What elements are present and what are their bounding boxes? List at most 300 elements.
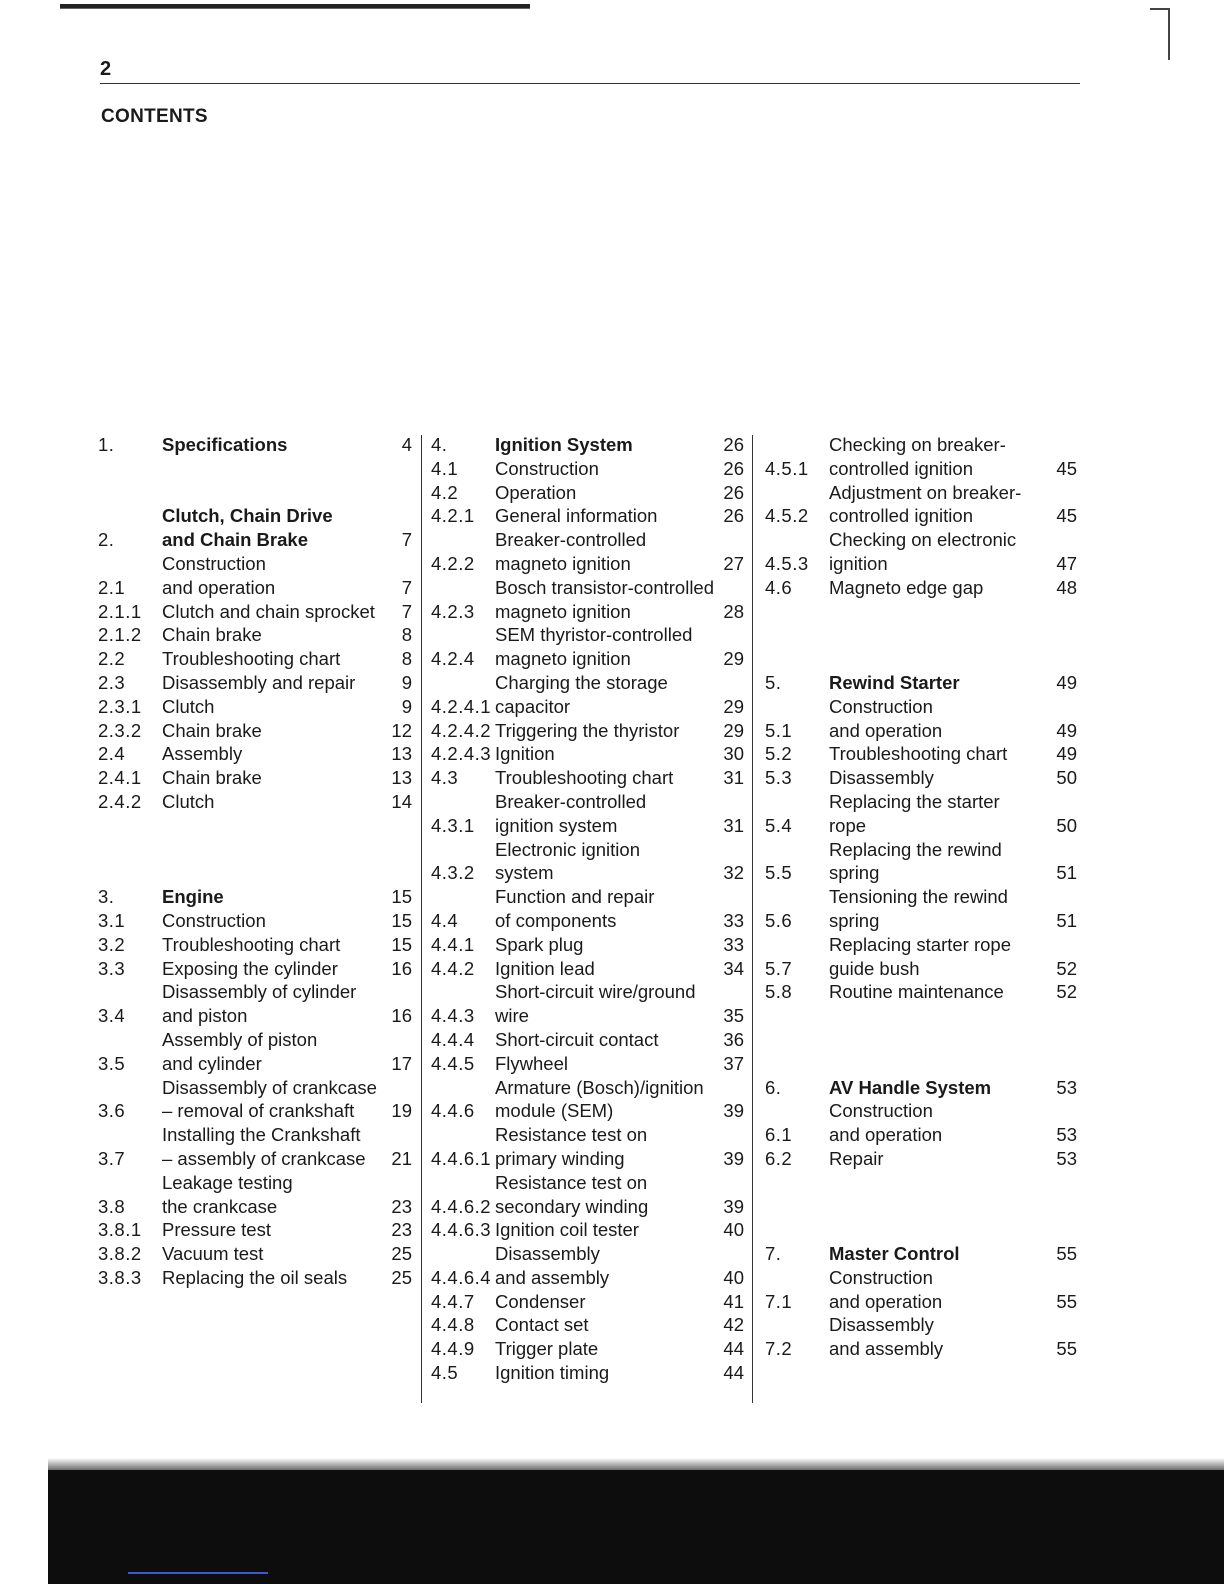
toc-title xyxy=(495,1052,723,1076)
toc-page-number: 32 xyxy=(723,862,744,884)
toc-section-number: 6. xyxy=(765,1076,782,1098)
toc-page-number: 55 xyxy=(1056,1243,1077,1265)
toc-entry xyxy=(98,1171,412,1219)
toc-entry xyxy=(98,600,412,624)
toc-title-line: Replacing the rewind xyxy=(829,838,1002,860)
toc-title xyxy=(495,1171,723,1219)
toc-title-line: and cylinder xyxy=(162,1052,262,1074)
toc-title-line: Magneto edge gap xyxy=(829,576,984,598)
top-edge-rule-thin xyxy=(60,8,530,9)
toc-title-line: spring xyxy=(829,909,880,931)
toc-section-number: 3.7 xyxy=(98,1147,126,1169)
toc-title-line: General information xyxy=(495,505,658,527)
toc-page-number: 52 xyxy=(1056,957,1077,979)
toc-section-number: 5.8 xyxy=(765,981,793,1003)
toc-title-line: Rewind Starter xyxy=(829,671,960,693)
toc-title xyxy=(162,790,391,814)
toc-entry xyxy=(431,957,744,981)
toc-title-line: system xyxy=(495,862,554,884)
toc-section-number: 5.2 xyxy=(765,743,793,765)
toc-entry xyxy=(765,528,1077,576)
toc-title xyxy=(829,1099,1056,1147)
toc-section-number: 2.1 xyxy=(98,576,126,598)
toc-entry xyxy=(98,1218,412,1242)
toc-entry xyxy=(431,742,744,766)
toc-title-line: module (SEM) xyxy=(495,1100,614,1122)
toc-title xyxy=(495,885,723,933)
toc-title-line: Troubleshooting chart xyxy=(829,743,1008,765)
toc-page-number: 51 xyxy=(1056,909,1077,931)
toc-page-number: 49 xyxy=(1056,719,1077,741)
toc-chapter xyxy=(765,1242,1077,1266)
toc-section-number: 7.1 xyxy=(765,1290,793,1312)
toc-title xyxy=(162,909,391,933)
toc-title xyxy=(495,1242,723,1290)
toc-entry xyxy=(98,1076,412,1124)
toc-section-number: 5.5 xyxy=(765,862,793,884)
toc-title-line: Vacuum test xyxy=(162,1243,264,1265)
toc-title-line: Trigger plate xyxy=(495,1338,599,1360)
toc-spacer xyxy=(765,1028,1077,1052)
toc-title xyxy=(829,838,1056,886)
toc-entry xyxy=(765,980,1077,1004)
toc-title-line: Chain brake xyxy=(162,624,262,646)
toc-title-line: Specifications xyxy=(162,434,288,455)
toc-page-number: 16 xyxy=(391,1005,412,1027)
toc-section-number: 4.4.4 xyxy=(431,1028,475,1050)
toc-section-number: 4.2.4.2 xyxy=(431,719,492,741)
toc-section-number: 4.4.6.3 xyxy=(431,1219,492,1241)
toc-section-number: 4.2.1 xyxy=(431,505,475,527)
toc-section-number: 4.4 xyxy=(431,909,459,931)
toc-spacer xyxy=(765,623,1077,647)
toc-spacer xyxy=(765,1171,1077,1195)
toc-entry xyxy=(431,457,744,481)
toc-title-line: Replacing the oil seals xyxy=(162,1266,348,1288)
toc-section-number: 4.5.1 xyxy=(765,457,809,479)
toc-entry xyxy=(98,1028,412,1076)
toc-section-number: 3. xyxy=(98,886,115,908)
toc-page-number: 34 xyxy=(723,957,744,979)
toc-entry xyxy=(431,1242,744,1290)
toc-title xyxy=(162,766,391,790)
toc-title-line: SEM thyristor-controlled xyxy=(495,624,693,646)
toc-section-number: 7.2 xyxy=(765,1338,793,1360)
toc-title-line: Disassembly xyxy=(829,1314,934,1336)
toc-entry xyxy=(765,1266,1077,1314)
toc-entry xyxy=(98,933,412,957)
toc-entry xyxy=(431,719,744,743)
toc-section-number: 4.6 xyxy=(765,576,793,598)
toc-section-number: 3.1 xyxy=(98,909,126,931)
toc-title-line: Disassembly of cylinder xyxy=(162,981,357,1003)
toc-title-line: ignition system xyxy=(495,814,618,836)
toc-page-number: 15 xyxy=(391,933,412,955)
toc-title xyxy=(495,1076,723,1124)
toc-page-number: 29 xyxy=(723,695,744,717)
toc-page-number: 26 xyxy=(723,457,744,479)
toc-section-number: 5.3 xyxy=(765,767,793,789)
toc-entry xyxy=(431,1218,744,1242)
toc-title-line: rope xyxy=(829,814,867,836)
toc-entry xyxy=(98,719,412,743)
toc-page-number: 50 xyxy=(1056,767,1077,789)
toc-title-line: Exposing the cylinder xyxy=(162,957,338,979)
toc-section-number: 3.8 xyxy=(98,1195,126,1217)
toc-page-number: 33 xyxy=(723,909,744,931)
toc-entry xyxy=(765,790,1077,838)
toc-entry xyxy=(98,909,412,933)
toc-section-number: 3.8.2 xyxy=(98,1243,142,1265)
toc-spacer xyxy=(98,861,412,885)
toc-title-line: Construction xyxy=(829,1100,933,1122)
toc-spacer xyxy=(765,600,1077,624)
toc-entry xyxy=(431,1171,744,1219)
toc-title-line: Troubleshooting chart xyxy=(162,648,341,670)
toc-title-line: Flywheel xyxy=(495,1052,568,1074)
toc-title xyxy=(495,1218,723,1242)
toc-title xyxy=(495,457,723,481)
toc-section-number: 1. xyxy=(98,434,115,455)
toc-title xyxy=(495,1313,723,1337)
toc-entry xyxy=(431,481,744,505)
toc-section-number: 5.7 xyxy=(765,957,793,979)
toc-title xyxy=(829,980,1056,1004)
toc-section-number: 4.5.2 xyxy=(765,505,809,527)
toc-section-number: 6.1 xyxy=(765,1124,793,1146)
toc-entry xyxy=(98,695,412,719)
toc-title xyxy=(829,528,1056,576)
toc-title-line: Function and repair xyxy=(495,886,655,908)
toc-section-number: 3.8.3 xyxy=(98,1266,142,1288)
toc-title-line: Contact set xyxy=(495,1314,589,1336)
toc-page-number: 15 xyxy=(391,886,412,908)
toc-title xyxy=(829,671,1056,695)
toc-title-line: Armature (Bosch)/ignition xyxy=(495,1076,704,1098)
toc-page-number: 28 xyxy=(723,600,744,622)
toc-page-number: 47 xyxy=(1056,552,1077,574)
toc-title-line: Chain brake xyxy=(162,719,262,741)
toc-page-number: 39 xyxy=(723,1147,744,1169)
toc-page-number: 45 xyxy=(1056,457,1077,479)
toc-title xyxy=(162,1123,391,1171)
toc-entry xyxy=(765,1313,1077,1361)
toc-title-line: and operation xyxy=(829,1290,943,1312)
toc-entry xyxy=(431,671,744,719)
right-edge-rule xyxy=(1168,10,1170,60)
toc-title xyxy=(829,885,1056,933)
toc-title xyxy=(162,695,402,719)
toc-page-number: 21 xyxy=(391,1147,412,1169)
toc-title-line: and assembly xyxy=(495,1266,610,1288)
toc-title-line: Troubleshooting chart xyxy=(162,933,341,955)
toc-page-number: 7 xyxy=(401,576,412,598)
toc-entry xyxy=(431,1028,744,1052)
toc-page-number: 26 xyxy=(723,434,744,455)
toc-section-number: 4.4.5 xyxy=(431,1052,475,1074)
toc-entry xyxy=(765,576,1077,600)
toc-entry xyxy=(765,1099,1077,1147)
toc-section-number: 5. xyxy=(765,671,782,693)
toc-title-line: Construction xyxy=(162,552,266,574)
toc-title-line: Installing the Crankshaft xyxy=(162,1124,361,1146)
toc-title-line: and Chain Brake xyxy=(162,529,308,551)
toc-page-number: 8 xyxy=(401,624,412,646)
toc-page-number: 13 xyxy=(391,743,412,765)
toc-column-2 xyxy=(431,433,744,1385)
toc-title-line: and assembly xyxy=(829,1338,944,1360)
toc-entry xyxy=(765,766,1077,790)
toc-title-line: Short-circuit contact xyxy=(495,1028,659,1050)
toc-title xyxy=(495,504,723,528)
toc-title-line: and piston xyxy=(162,1005,248,1027)
toc-page-number: 42 xyxy=(723,1314,744,1336)
toc-chapter xyxy=(765,1076,1077,1100)
toc-title-line: Operation xyxy=(495,481,577,503)
toc-section-number: 3.3 xyxy=(98,957,126,979)
toc-section-number: 4.4.6.1 xyxy=(431,1147,492,1169)
toc-title xyxy=(162,504,402,552)
toc-page-number: 26 xyxy=(723,481,744,503)
toc-entry xyxy=(431,980,744,1028)
toc-section-number: 4.4.7 xyxy=(431,1290,475,1312)
toc-title-line: controlled ignition xyxy=(829,505,973,527)
toc-page-number: 35 xyxy=(723,1005,744,1027)
toc-section-number: 4.2.4.1 xyxy=(431,695,492,717)
toc-title-line: Chain brake xyxy=(162,767,262,789)
toc-title-line: Resistance test on xyxy=(495,1171,648,1193)
toc-title-line: secondary winding xyxy=(495,1195,649,1217)
toc-section-number: 2.4.2 xyxy=(98,790,142,812)
toc-title-line: ignition xyxy=(829,552,888,574)
toc-entry xyxy=(98,742,412,766)
toc-title-line: Charging the storage xyxy=(495,671,668,693)
toc-title-line: Clutch, Chain Drive xyxy=(162,505,333,527)
toc-spacer xyxy=(765,1218,1077,1242)
toc-title-line: Condenser xyxy=(495,1290,586,1312)
toc-title xyxy=(495,433,723,457)
toc-title xyxy=(829,433,1056,481)
toc-page-number: 27 xyxy=(723,552,744,574)
toc-spacer xyxy=(98,481,412,505)
toc-title-line: Clutch xyxy=(162,790,215,812)
toc-title-line: Breaker-controlled xyxy=(495,790,647,812)
toc-title-line: Engine xyxy=(162,886,224,908)
toc-page-number: 23 xyxy=(391,1219,412,1241)
toc-entry xyxy=(431,838,744,886)
toc-title xyxy=(829,1076,1056,1100)
toc-section-number: 3.4 xyxy=(98,1005,126,1027)
toc-title-line: guide bush xyxy=(829,957,920,979)
toc-title xyxy=(829,933,1056,981)
toc-entry xyxy=(431,1123,744,1171)
toc-page-number: 53 xyxy=(1056,1124,1077,1146)
toc-entry xyxy=(98,623,412,647)
toc-page-number: 33 xyxy=(723,933,744,955)
toc-entry xyxy=(98,1242,412,1266)
toc-entry xyxy=(431,1052,744,1076)
toc-page-number: 51 xyxy=(1056,862,1077,884)
toc-page-number: 25 xyxy=(391,1266,412,1288)
toc-page-number: 17 xyxy=(391,1052,412,1074)
toc-title xyxy=(162,933,391,957)
toc-page-number: 23 xyxy=(391,1195,412,1217)
toc-entry xyxy=(765,885,1077,933)
toc-entry xyxy=(431,528,744,576)
toc-section-number: 4.4.6 xyxy=(431,1100,475,1122)
toc-page-number: 25 xyxy=(391,1243,412,1265)
toc-title xyxy=(162,1242,391,1266)
toc-title-line: Assembly xyxy=(162,743,243,765)
toc-page-number: 52 xyxy=(1056,981,1077,1003)
toc-title-line: of components xyxy=(495,909,617,931)
toc-section-number: 2.2 xyxy=(98,648,126,670)
toc-entry xyxy=(431,576,744,624)
toc-entry xyxy=(98,790,412,814)
toc-title xyxy=(495,576,723,624)
toc-page-number: 4 xyxy=(401,434,412,455)
toc-entry xyxy=(98,671,412,695)
toc-title-line: Adjustment on breaker- xyxy=(829,481,1022,503)
toc-title-line: Electronic ignition xyxy=(495,838,640,860)
toc-title-line: Troubleshooting chart xyxy=(495,767,674,789)
toc-title-line: controlled ignition xyxy=(829,457,973,479)
toc-section-number: 2.4.1 xyxy=(98,767,142,789)
toc-page-number: 39 xyxy=(723,1100,744,1122)
toc-section-number: 4.5.3 xyxy=(765,552,809,574)
toc-page-number: 7 xyxy=(401,600,412,622)
toc-title xyxy=(495,933,723,957)
toc-entry xyxy=(431,933,744,957)
toc-title-line: Tensioning the rewind xyxy=(829,886,1008,908)
toc-section-number: 6.2 xyxy=(765,1147,793,1169)
toc-section-number: 4. xyxy=(431,434,448,455)
toc-title-line: Construction xyxy=(162,909,266,931)
toc-title xyxy=(162,957,391,981)
toc-title-line: Construction xyxy=(829,1266,933,1288)
toc-section-number: 4.4.1 xyxy=(431,933,475,955)
toc-section-number: 2.3 xyxy=(98,671,126,693)
toc-spacer xyxy=(765,1052,1077,1076)
toc-title xyxy=(162,623,402,647)
toc-section-number: 3.2 xyxy=(98,933,126,955)
toc-title xyxy=(495,790,723,838)
toc-section-number: 2. xyxy=(98,529,115,551)
toc-title xyxy=(829,1242,1056,1266)
toc-title-line: Checking on breaker- xyxy=(829,434,1006,455)
toc-title-line: Leakage testing xyxy=(162,1171,293,1193)
toc-page-number: 48 xyxy=(1056,576,1077,598)
toc-title xyxy=(162,552,402,600)
toc-title xyxy=(162,1218,391,1242)
toc-page-number: 16 xyxy=(391,957,412,979)
toc-page-number: 9 xyxy=(401,671,412,693)
toc-title-line: Routine maintenance xyxy=(829,981,1004,1003)
toc-page-number: 8 xyxy=(401,648,412,670)
toc-page-number: 15 xyxy=(391,909,412,931)
toc-page-number: 55 xyxy=(1056,1338,1077,1360)
toc-title xyxy=(495,1028,723,1052)
toc-title xyxy=(162,719,391,743)
toc-section-number: 4.2.2 xyxy=(431,552,475,574)
scan-bottom-band xyxy=(48,1470,1224,1584)
toc-page-number: 49 xyxy=(1056,671,1077,693)
toc-entry xyxy=(98,1123,412,1171)
toc-title xyxy=(162,742,391,766)
toc-title-line: Replacing the starter xyxy=(829,790,1000,812)
toc-section-number: 3.8.1 xyxy=(98,1219,142,1241)
toc-section-number: 2.1.1 xyxy=(98,600,142,622)
toc-entry xyxy=(431,1313,744,1337)
toc-title-line: Checking on electronic xyxy=(829,529,1017,551)
toc-section-number: 4.4.9 xyxy=(431,1338,475,1360)
toc-section-number: 4.2.3 xyxy=(431,600,475,622)
toc-title-line: the crankcase xyxy=(162,1195,278,1217)
toc-section-number: 4.4.3 xyxy=(431,1005,475,1027)
toc-column-3 xyxy=(765,433,1077,1361)
toc-spacer xyxy=(98,838,412,862)
toc-title-line: wire xyxy=(495,1005,529,1027)
toc-title xyxy=(495,623,723,671)
toc-spacer xyxy=(98,457,412,481)
toc-entry xyxy=(98,647,412,671)
toc-title xyxy=(162,1266,391,1290)
toc-section-number: 4.4.6.2 xyxy=(431,1195,492,1217)
toc-section-number: 2.3.2 xyxy=(98,719,142,741)
toc-title xyxy=(829,1313,1056,1361)
toc-section-number: 4.3.1 xyxy=(431,814,475,836)
toc-page-number: 29 xyxy=(723,719,744,741)
toc-entry xyxy=(431,1337,744,1361)
toc-title xyxy=(162,980,391,1028)
toc-page-number: 53 xyxy=(1056,1076,1077,1098)
toc-section-number: 7. xyxy=(765,1243,782,1265)
toc-title xyxy=(162,1076,391,1124)
toc-title xyxy=(495,1361,723,1385)
toc-title-line: Pressure test xyxy=(162,1219,271,1241)
toc-page-number: 53 xyxy=(1056,1147,1077,1169)
toc-section-number: 4.2 xyxy=(431,481,459,503)
toc-title xyxy=(829,695,1056,743)
toc-page-number: 41 xyxy=(723,1290,744,1312)
toc-title xyxy=(829,766,1056,790)
toc-entry xyxy=(431,504,744,528)
toc-title-line: Construction xyxy=(495,457,599,479)
toc-title-line: Ignition lead xyxy=(495,957,595,979)
toc-entry xyxy=(431,623,744,671)
toc-title xyxy=(495,719,723,743)
toc-entry xyxy=(431,1361,744,1385)
toc-entry xyxy=(98,957,412,981)
toc-spacer xyxy=(765,1195,1077,1219)
toc-page-number: 13 xyxy=(391,767,412,789)
toc-title xyxy=(829,481,1056,529)
toc-entry xyxy=(765,933,1077,981)
toc-page-number: 29 xyxy=(723,648,744,670)
toc-title xyxy=(495,766,723,790)
toc-title xyxy=(162,671,402,695)
toc-entry xyxy=(431,1290,744,1314)
toc-title-line: – assembly of crankcase xyxy=(162,1147,366,1169)
toc-title xyxy=(829,790,1056,838)
toc-section-number: 4.2.4 xyxy=(431,648,475,670)
toc-section-number: 4.1 xyxy=(431,457,459,479)
toc-entry xyxy=(765,742,1077,766)
toc-page-number: 26 xyxy=(723,505,744,527)
toc-page-number: 31 xyxy=(723,814,744,836)
toc-title xyxy=(162,600,402,624)
column-divider-1 xyxy=(421,435,422,1403)
